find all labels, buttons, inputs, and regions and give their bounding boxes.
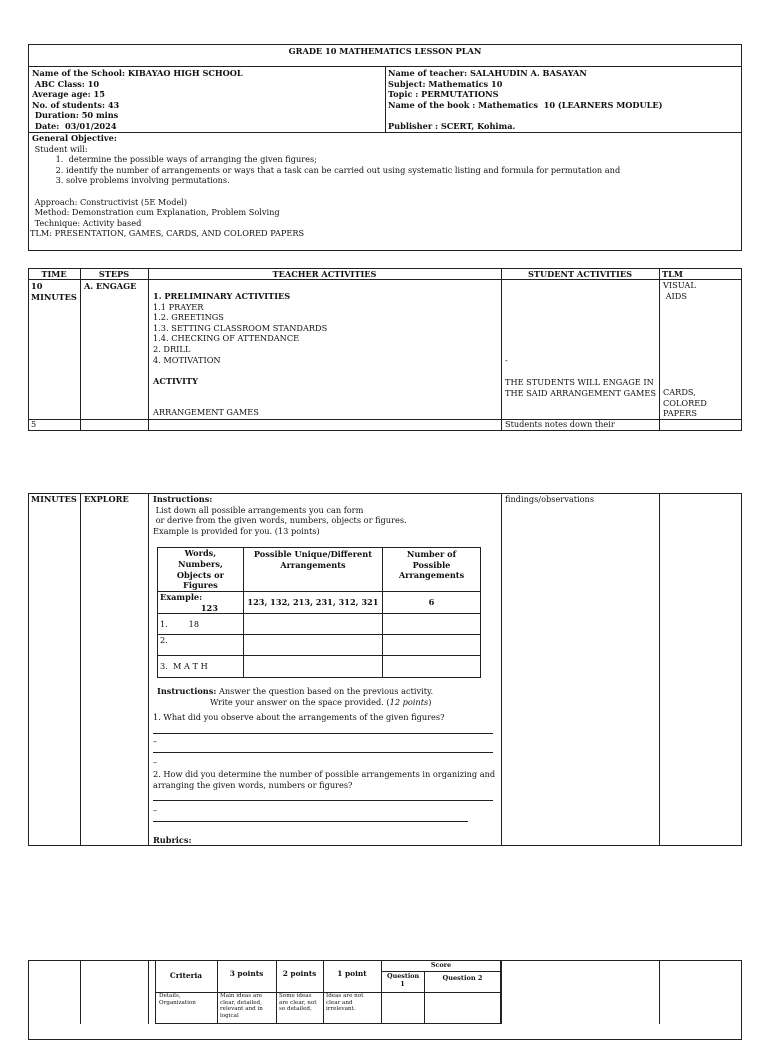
divider: [501, 493, 502, 846]
example-value: 123: [200, 602, 218, 613]
divider: [80, 960, 81, 1024]
two-points-header: 2 points: [282, 969, 317, 978]
book-name: Name of the book : Mathematics 10 (LEARNERS MODULE): [388, 99, 663, 110]
instructions-label: Instructions:: [153, 494, 213, 504]
preliminary-activities: 1. PRELIMINARY ACTIVITIES: [153, 291, 291, 301]
instructions-2-text: Answer the question based on the previous activity.: [216, 686, 434, 696]
points-text: 12 points: [389, 696, 429, 707]
answer-cell[interactable]: [383, 614, 481, 635]
school-name: Name of the School: KIBAYAO HIGH SCHOOL: [32, 68, 243, 78]
objective-1: 1. determine the possible ways of arranging the given figures;: [66, 154, 738, 165]
answer-cell[interactable]: [383, 656, 481, 678]
approach: Approach: Constructivist (5E Model): [32, 196, 188, 207]
answer-line[interactable]: [153, 752, 493, 753]
engage-teacher-activities: [153, 291, 498, 418]
example-cell: [158, 592, 244, 614]
divider: [148, 960, 149, 1024]
activity-item: 2. DRILL: [153, 343, 191, 354]
duration: Duration: 50 mins: [32, 110, 119, 121]
instructions-line: Example is provided for you. (13 points): [153, 525, 320, 536]
example-label: Example:: [160, 592, 203, 602]
answer-cell[interactable]: [243, 614, 382, 635]
table-header: Words, Numbers, Objects or Figures: [158, 548, 244, 592]
method: Method: Demonstration cum Explanation, Problem Solving: [32, 207, 280, 218]
question-2: 2. How did you determine the number of possible arrangements in organizing and arranging the given words, numbers or figures?: [153, 769, 496, 790]
student-count: No. of students: 43: [32, 99, 120, 110]
question-2-header: Question 2: [442, 974, 483, 982]
activity-item: 4. MOTIVATION: [153, 354, 221, 365]
table-header: Possible Unique/Different Arrangements: [243, 548, 382, 592]
rubrics-label: Rubrics:: [153, 835, 192, 845]
objective-title: General Objective:: [32, 133, 117, 143]
divider: [501, 268, 502, 431]
example-arrangements: 123, 132, 213, 231, 312, 321: [243, 592, 382, 614]
activity-label: ACTIVITY: [153, 375, 198, 386]
divider: [659, 268, 660, 431]
answer-dash: –: [153, 805, 158, 815]
instructions-2-label: Instructions:: [157, 686, 217, 696]
instructions-2: [157, 686, 497, 707]
answer-dash: –: [153, 736, 158, 746]
col-student-header: STUDENT ACTIVITIES: [528, 269, 632, 279]
engage-time: 10 MINUTES: [31, 281, 77, 302]
divider: [659, 493, 660, 846]
objective-2: 2. identify the number of arrangements or ways that a task can be carried out using systematic listing and formula for permutation and: [66, 165, 738, 176]
score-header: Score: [430, 961, 452, 969]
teacher-info: [388, 68, 738, 132]
activity-item: 1.2. GREETINGS: [153, 312, 224, 323]
divider: [501, 960, 502, 1024]
col-tlm-header: TLM: [662, 269, 683, 279]
question-1-header: Question 1: [387, 972, 420, 988]
activity-item: 1.1 PRAYER: [153, 301, 204, 312]
explore-time: MINUTES: [31, 494, 77, 504]
criteria-header: Criteria: [169, 971, 203, 980]
engage-step: A. ENGAGE: [84, 281, 137, 291]
answer-line[interactable]: [153, 821, 468, 822]
divider: [80, 268, 81, 431]
rubric-criteria-cell: Details, Organization: [159, 993, 196, 1006]
col-teacher-header: TEACHER ACTIVITIES: [272, 269, 377, 279]
tlm-cards: CARDS, COLORED PAPERS: [663, 387, 707, 419]
table-row: 1. 18: [158, 614, 244, 635]
col-steps-header: STEPS: [98, 269, 130, 279]
activity-item: 1.4. CHECKING OF ATTENDANCE: [153, 333, 300, 344]
class-info: ABC Class: 10: [32, 78, 100, 89]
average-age: Average age: 15: [32, 89, 105, 100]
subject: Subject: Mathematics 10: [388, 78, 503, 89]
table-header: Number of Possible Arrangements: [383, 548, 481, 592]
lesson-plan-title: GRADE 10 MATHEMATICS LESSON PLAN: [288, 46, 482, 56]
next-row-time: 5: [31, 419, 37, 429]
instructions-line: List down all possible arrangements you can form: [153, 504, 364, 515]
publisher: Publisher : SCERT, Kohima.: [388, 120, 516, 131]
paren-close: ): [428, 696, 432, 707]
rubric-table: [155, 960, 501, 1024]
student-engage-text: THE STUDENTS WILL ENGAGE IN THE SAID ARRANGEMENT GAMES: [505, 377, 656, 398]
tlm-visual-aids: VISUAL AIDS: [663, 280, 696, 301]
one-point-header: 1 point: [337, 969, 367, 978]
blank-line: [388, 110, 738, 121]
example-count: 6: [383, 592, 481, 614]
explore-instructions: [153, 494, 498, 536]
student-will: Student will:: [32, 143, 88, 154]
explore-step: EXPLORE: [84, 494, 129, 504]
answer-cell[interactable]: [383, 635, 481, 656]
arrangement-games: ARRANGEMENT GAMES: [153, 407, 259, 418]
table-row: 3. M A T H: [158, 656, 244, 678]
divider: [80, 493, 81, 846]
topic: Topic : PERMUTATIONS: [388, 89, 499, 100]
answer-cell[interactable]: [243, 635, 382, 656]
instructions-2-line: Write your answer on the space provided. (: [210, 696, 390, 707]
date: Date: 03/01/2024: [32, 120, 117, 131]
next-row-student: Students notes down their: [505, 419, 615, 429]
technique: Technique: Activity based: [32, 217, 142, 228]
question-1: 1. What did you observe about the arrangements of the given figures?: [153, 712, 445, 722]
divider: [148, 493, 149, 846]
student-dash: -: [505, 355, 508, 365]
divider: [148, 268, 149, 431]
answer-cell[interactable]: [243, 656, 382, 678]
arrangements-table: [157, 547, 481, 678]
answer-line[interactable]: [153, 733, 493, 734]
instructions-line: or derive from the given words, numbers, objects or figures.: [153, 515, 407, 526]
table-row: 2.: [158, 635, 244, 656]
objective-3: 3. solve problems involving permutations.: [66, 175, 738, 186]
activity-item: 1.3. SETTING CLASSROOM STANDARDS: [153, 322, 328, 333]
teacher-name: Name of teacher: SALAHUDIN A. BASAYAN: [388, 68, 587, 78]
objectives-section: [32, 133, 738, 239]
explore-student: findings/observations: [505, 494, 595, 504]
divider: [385, 66, 386, 132]
three-points-header: 3 points: [229, 969, 264, 978]
divider: [659, 960, 660, 1024]
answer-line[interactable]: [153, 800, 493, 801]
answer-dash: –: [153, 757, 158, 767]
rubric-3-cell: Main ideas are clear, detailed, relevant and in logical: [220, 993, 263, 1019]
col-time-header: TIME: [41, 269, 67, 279]
rubric-2-cell: Some ideas are clear, not so detailed,: [279, 993, 317, 1013]
rubric-1-cell: Ideas are not clear and irrelevant.: [326, 993, 364, 1013]
tlm-list: TLM: PRESENTATION, GAMES, CARDS, AND COLORED PAPERS: [30, 228, 305, 239]
school-info: [32, 68, 382, 132]
